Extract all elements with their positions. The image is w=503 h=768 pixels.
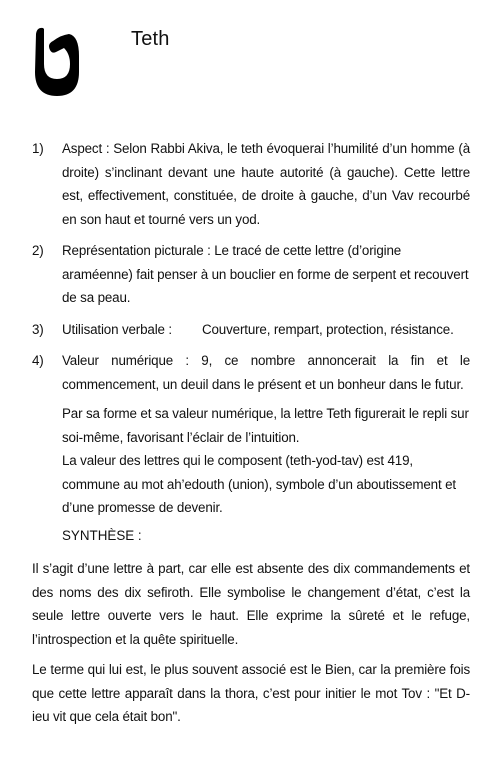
page-title: Teth	[131, 28, 170, 50]
list-item	[32, 239, 470, 310]
list-item	[32, 349, 470, 396]
extra-paragraph: La valeur des lettres qui le composent (teth-yod-tav) est 419, commune au mot ah’edouth (union), symbole d’un aboutissement et d’une promesse de devenir.	[62, 453, 456, 515]
list-item-text: Valeur numérique : 9, ce nombre annoncerait la fin et le commencement, un deuil dans le présent et un bonheur dans le futur.	[62, 353, 470, 392]
synthese-paragraph: Le terme qui lui est, le plus souvent associé est le Bien, car la première fois que cette lettre apparaît dans la thora, c’est pour initier le mot Tov : "Et D-ieu vit que cela était bon".	[32, 662, 470, 724]
extra-paragraph: Par sa forme et sa valeur numérique, la lettre Teth figurerait le repli sur soi-même, favorisant l’éclair de l’intuition.	[62, 406, 469, 445]
synthese-paragraph: Il s’agit d’une lettre à part, car elle est absente des dix commandements et des noms des dix sefiroth. Elle symbolise le changement d’état, c’est la seule lettre ouverte vers le haut. Elle exprime la sûreté et le refuge, l’introspection et la quête spirituelle.	[32, 561, 470, 647]
list-item-text	[62, 318, 470, 342]
list-item-text: Aspect : Selon Rabbi Akiva, le teth évoquerai l’humilité d’un homme (à droite) s’inclinant devant une haute autorité (à gauche). Cette lettre est, effectivement, constituée, de droite à gauche, d’un Vav recourbé en son haut et tourné vers un yod.	[62, 141, 470, 227]
list-item-number: 1)	[32, 141, 44, 156]
hebrew-letter-teth-icon	[33, 24, 81, 98]
list-item	[32, 137, 470, 231]
list-item	[32, 318, 470, 342]
synthese-heading: SYNTHÈSE :	[62, 528, 142, 543]
list-item-number: 4)	[32, 353, 44, 368]
list-item-value: Couverture, rempart, protection, résistance.	[201, 321, 454, 337]
list-item-number: 3)	[32, 321, 44, 337]
list-item-label: Utilisation verbale :	[62, 321, 172, 337]
list-item-number: 2)	[32, 243, 44, 258]
list-item-text: Représentation picturale : Le tracé de cette lettre (d’origine araméenne) fait penser à un bouclier en forme de serpent et recouvert de sa peau.	[62, 243, 469, 305]
numbered-list	[32, 137, 470, 520]
